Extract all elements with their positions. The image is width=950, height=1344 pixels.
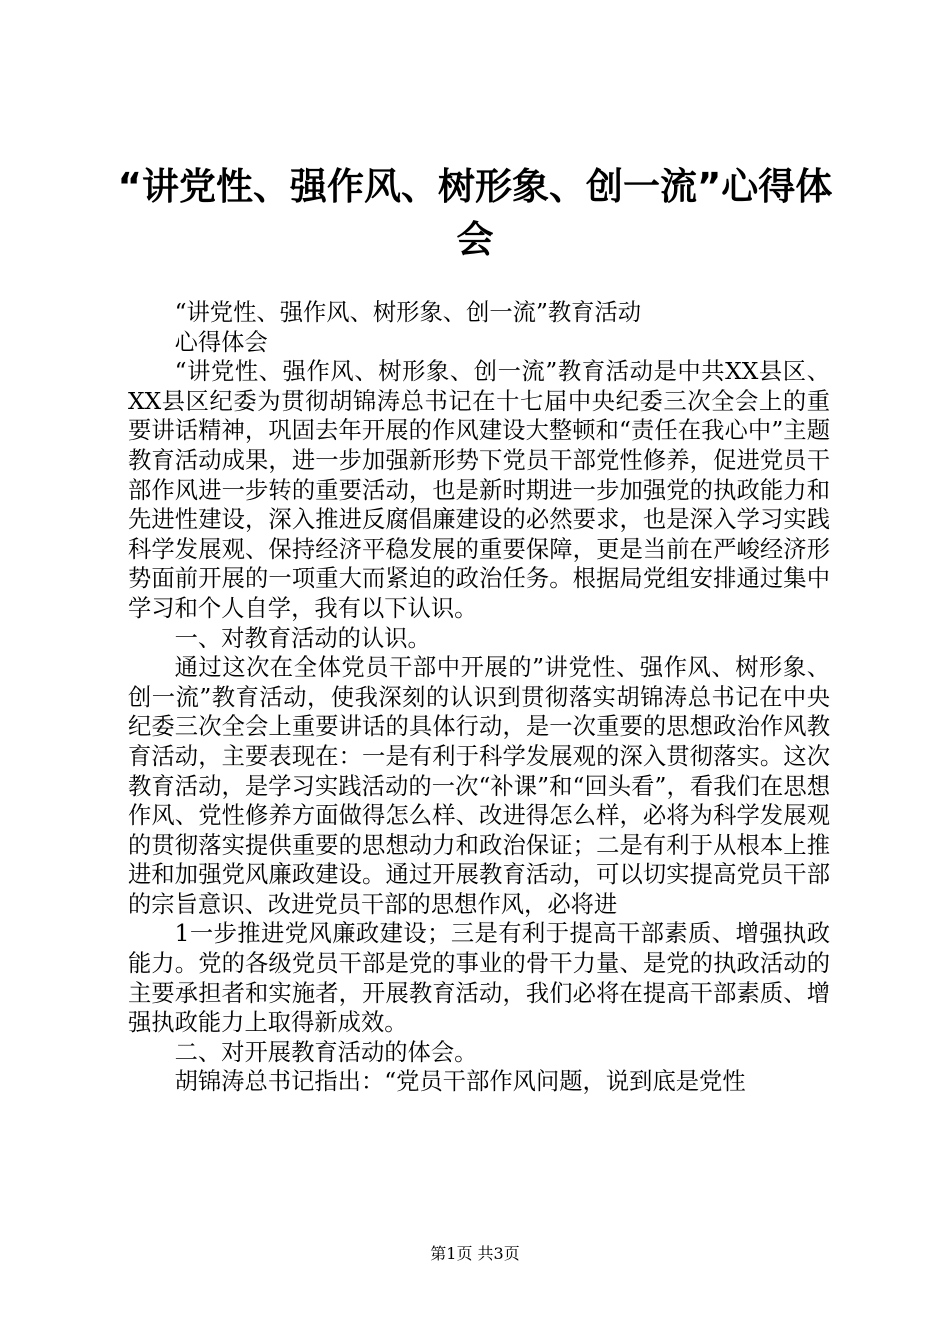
section-heading-1: 一、对教育活动的认识。 xyxy=(174,624,431,652)
subtitle-line-1: “讲党性、强作风、树形象、创一流”教育活动 xyxy=(174,299,642,326)
body-paragraph: 胡锦涛总书记指出：“党员干部作风问题，说到底是党性 xyxy=(174,1068,746,1096)
subtitle-line-2: 心得体会 xyxy=(174,328,268,356)
body-paragraph: “讲党性、强作风、树形象、创一流”教育活动是中共XX县区、XX县区纪委为贯彻胡锦涛总书记在十七届中央纪委三次全会上的重要讲话精神，巩固去年开展的作风建设大整顿和“责任在我心中”主题教育活动成果，进一步加强新形势下党员干部党性修养，促进党员干部作风进一步转的重要活动，也是新时期进一步加强党的执政能力和先进性建设，深入推进反腐倡廉建设的必然要求，也是深入学习实践科学发展观、保持经济平稳发展的重要保障，更是当前在严峻经济形势面前开展的一项重大而紧迫的政治任务。根据局党组安排通过集中学习和个人自学，我有以下认识。 xyxy=(128,358,830,622)
body-paragraph: 通过这次在全体党员干部中开展的”讲党性、强作风、树形象、创一流”教育活动，使我深刻的认识到贯彻落实胡锦涛总书记在中央纪委三次全会上重要讲话的具体行动，是一次重要的思想政治作风教育活动，主要表现在：一是有利于科学发展观的深入贯彻落实。这次教育活动，是学习实践活动的一次“补课”和“回头看”，看我们在思想作风、党性修养方面做得怎么样、改进得怎么样，必将为科学发展观的贯彻落实提供重要的思想动力和政治保证；二是有利于从根本上推进和加强党风廉政建设。通过开展教育活动，可以切实提高党员干部的宗旨意识、改进党员干部的思想作风，必将进 xyxy=(128,654,830,918)
page-footer: 第1页 共3页 xyxy=(430,1244,520,1263)
document-body xyxy=(128,298,830,1097)
section-heading-2: 二、对开展教育活动的体会。 xyxy=(174,1038,478,1066)
body-paragraph: 1一步推进党风廉政建设；三是有利于提高干部素质、增强执政能力。党的各级党员干部是党的事业的骨干力量、是党的执政活动的主要承担者和实施者，开展教育活动，我们必将在提高干部素质、增强执政能力上取得新成效。 xyxy=(128,920,830,1037)
document-title: “讲党性、强作风、树形象、创一流”心得体会 xyxy=(117,165,833,261)
